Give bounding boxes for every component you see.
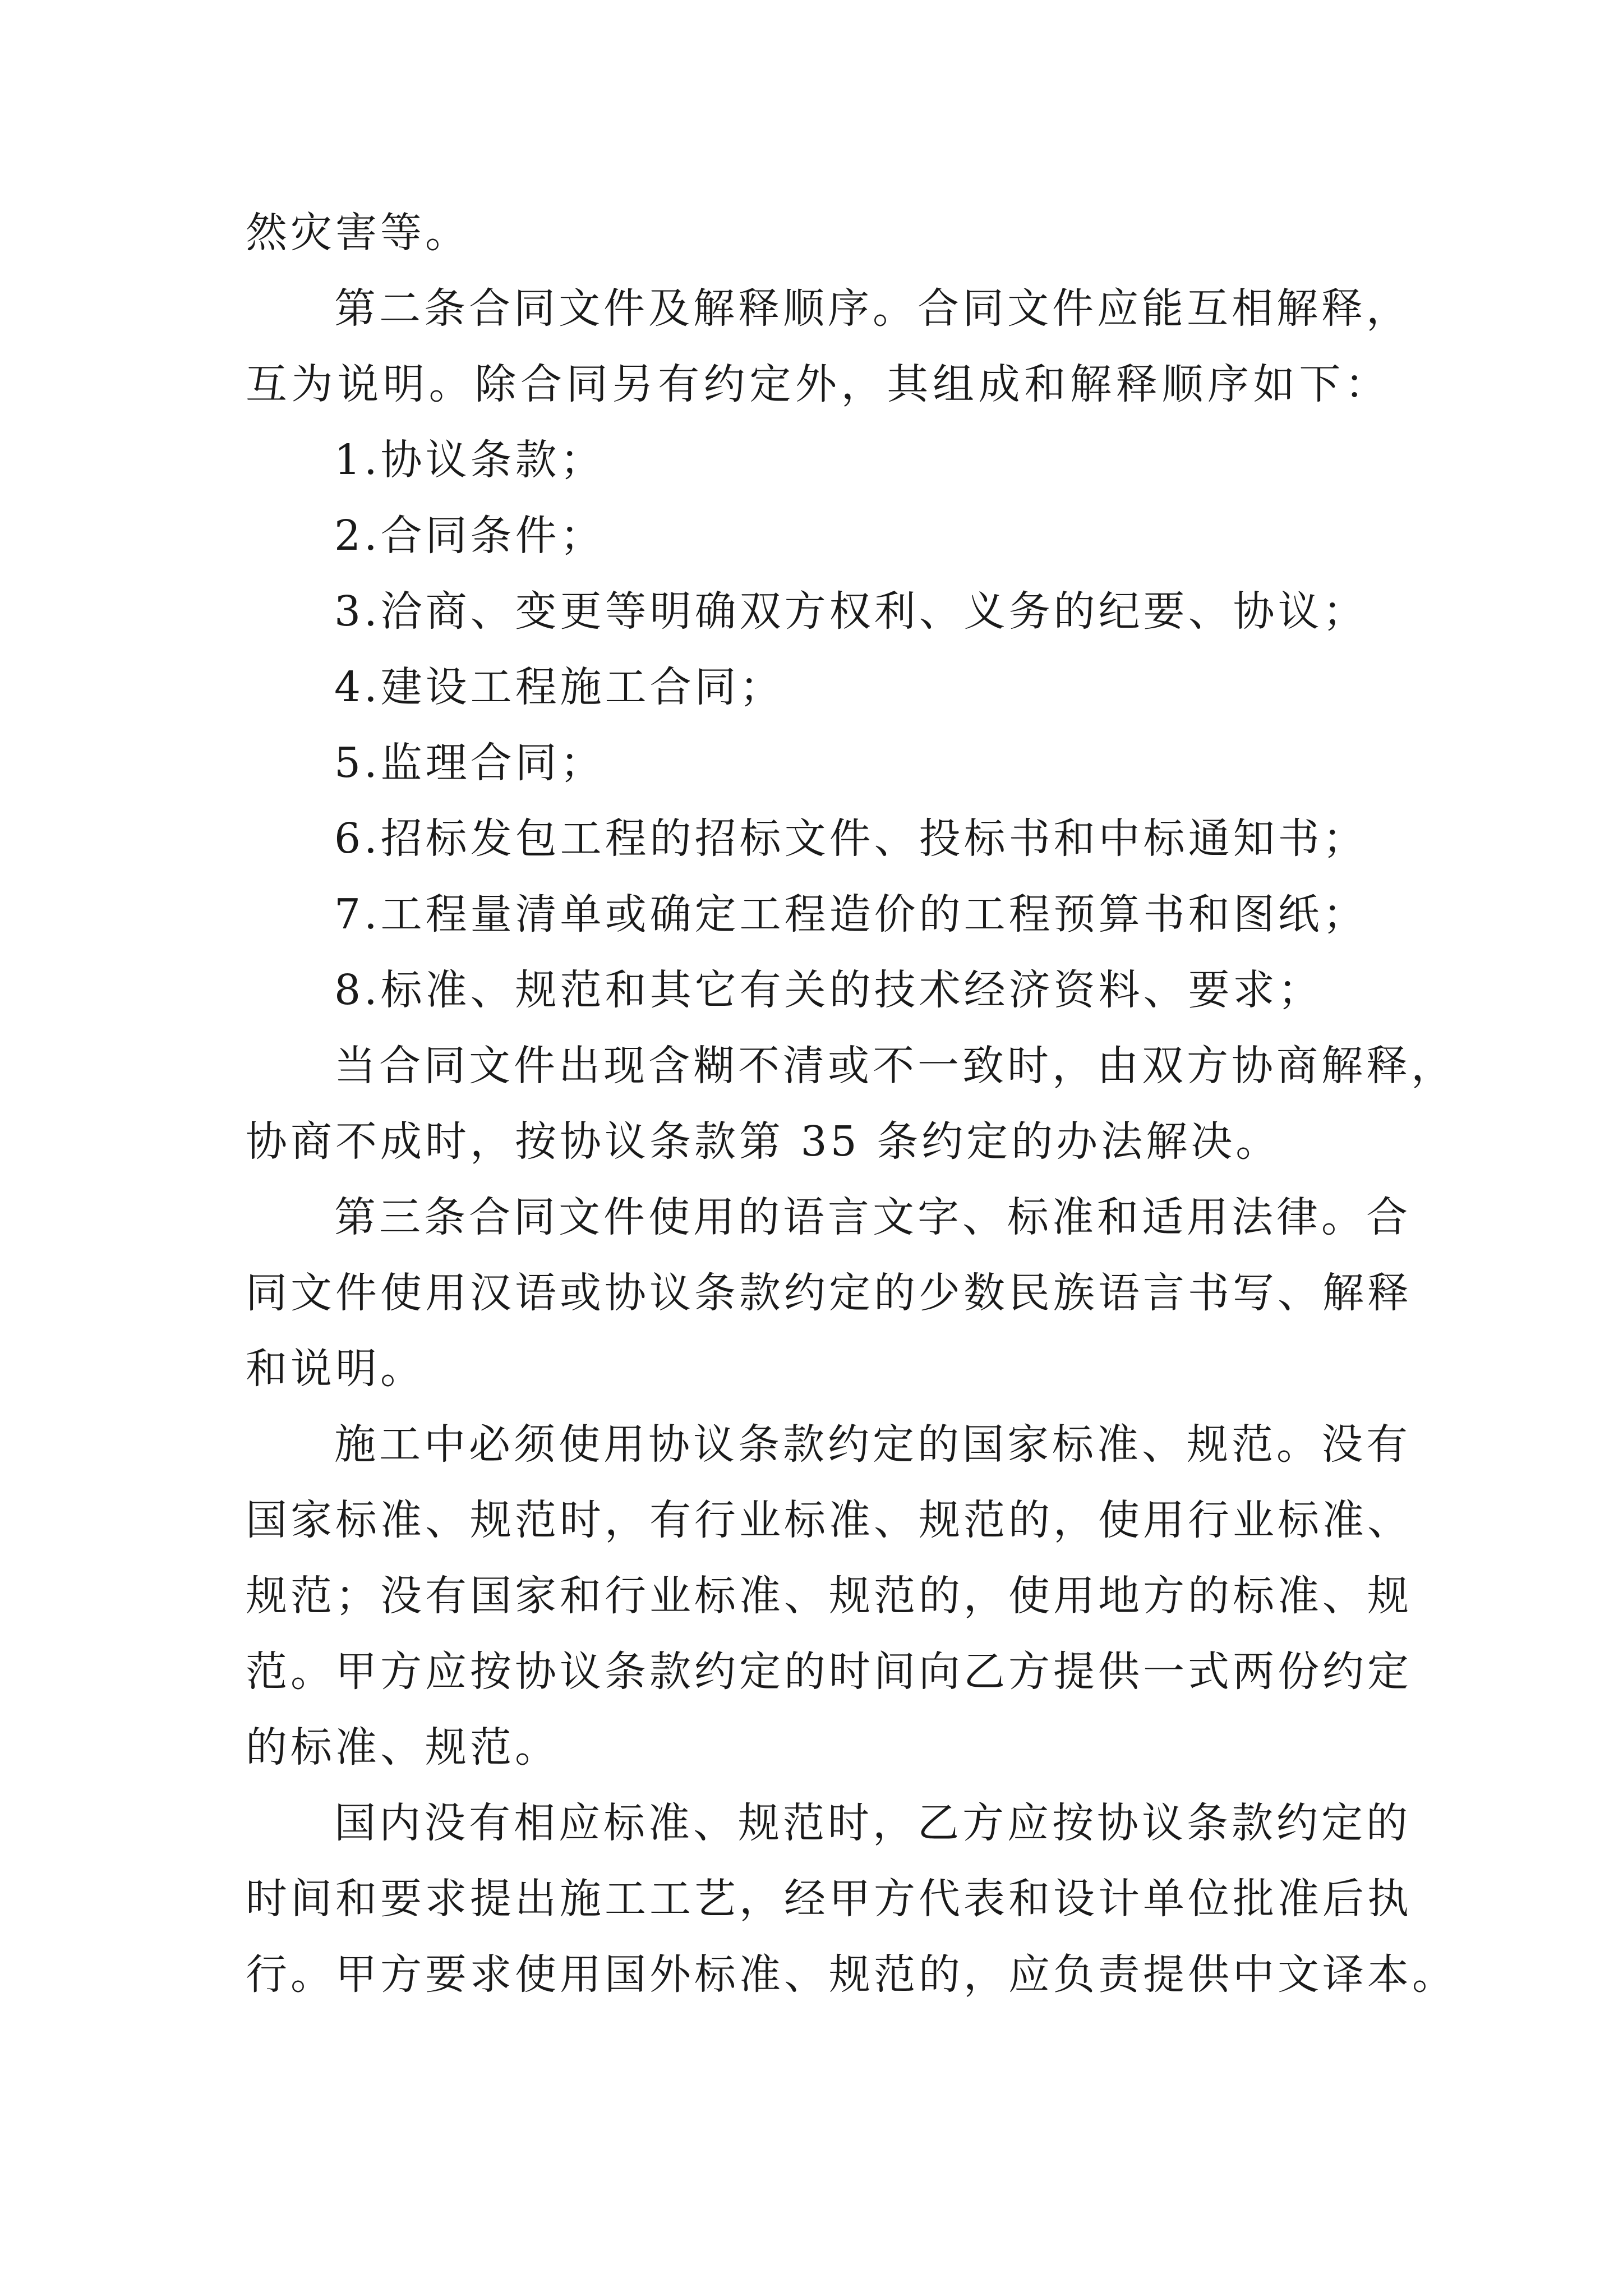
text-line: 国内没有相应标准、规范时，乙方应按协议条款约定的	[334, 1799, 1411, 1847]
text-line: 行。甲方要求使用国外标准、规范的，应负责提供中文译本。	[246, 1950, 1457, 1999]
text-line: 6.招标发包工程的招标文件、投标书和中标通知书；	[334, 815, 1368, 863]
text-line: 7.工程量清单或确定工程造价的工程预算书和图纸；	[334, 890, 1368, 938]
text-line: 4.建设工程施工合同；	[334, 663, 785, 711]
text-line: 的标准、规范。	[246, 1723, 560, 1772]
text-line: 同文件使用汉语或协议条款约定的少数民族语言书写、解释	[246, 1269, 1412, 1317]
document-body	[246, 195, 1457, 2013]
text-line: 然灾害等。	[246, 209, 470, 257]
text-line: 5.监理合同；	[334, 739, 605, 787]
text-line: 1.协议条款；	[334, 436, 605, 484]
text-line: 第三条合同文件使用的语言文字、标准和适用法律。合	[334, 1193, 1411, 1241]
text-line: 互为说明。除合同另有约定外，其组成和解释顺序如下：	[246, 360, 1390, 408]
text-line: 施工中必须使用协议条款约定的国家标准、规范。没有	[334, 1420, 1411, 1469]
text-line: 3.洽商、变更等明确双方权利、义务的纪要、协议；	[334, 587, 1368, 636]
text-line: 时间和要求提出施工工艺，经甲方代表和设计单位批准后执	[246, 1875, 1412, 1923]
text-line: 第二条合同文件及解释顺序。合同文件应能互相解释，	[334, 284, 1411, 333]
text-line: 范。甲方应按协议条款约定的时间向乙方提供一式两份约定	[246, 1648, 1412, 1696]
text-line: 8.标准、规范和其它有关的技术经济资料、要求；	[334, 966, 1323, 1014]
text-line: 2.合同条件；	[334, 512, 605, 560]
text-line: 协商不成时，按协议条款第 35 条约定的办法解决。	[246, 1117, 1281, 1166]
text-line: 国家标准、规范时，有行业标准、规范的，使用行业标准、	[246, 1496, 1412, 1544]
text-line: 当合同文件出现含糊不清或不一致时，由双方协商解释，	[334, 1042, 1456, 1090]
text-line: 和说明。	[246, 1345, 425, 1393]
text-line: 规范；没有国家和行业标准、规范的，使用地方的标准、规	[246, 1572, 1412, 1620]
